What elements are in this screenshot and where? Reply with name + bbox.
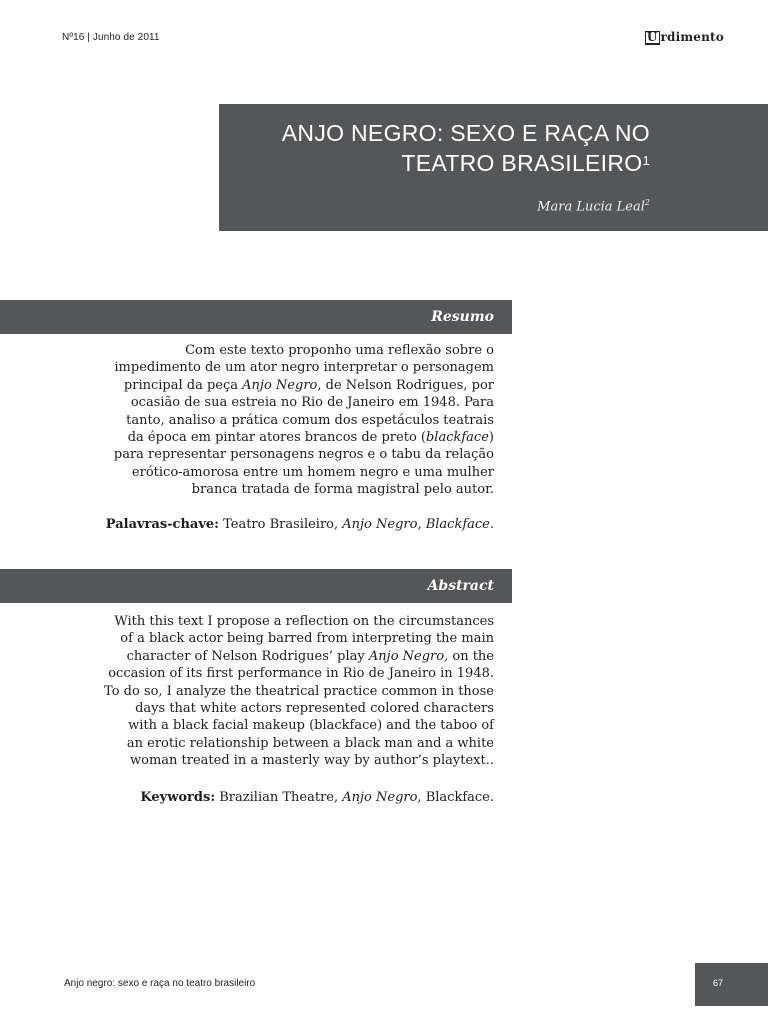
article-title-line-1: ANJO NEGRO: SEXO E RAÇA NO: [281, 120, 650, 146]
abstract-keywords-label: Keywords:: [140, 790, 216, 805]
resumo-keywords-text: Teatro Brasileiro,: [218, 517, 343, 532]
author-name: [239, 198, 650, 214]
text-line: erótico-amorosa entre um homem negro e uma mulher: [131, 464, 494, 480]
text-line: para representar personagens negros e o tabu da relação: [113, 447, 494, 463]
abstract-heading: Abstract: [0, 569, 512, 603]
resumo-heading: Resumo: [0, 300, 512, 334]
journal-logo: [645, 30, 724, 45]
page-number: 67: [713, 978, 724, 988]
author-footnote-marker: 2: [644, 198, 650, 207]
resumo-text: [86, 342, 494, 499]
abstract-keywords-italic: Anjo Negro,: [342, 790, 422, 805]
journal-logo-initial: U: [646, 30, 658, 44]
text-line: ocasião de sua estreia no Rio de Janeiro em 1948. Para: [130, 395, 494, 411]
article-title-line-2-text: TEATRO BRASILEIRO: [401, 150, 643, 176]
text-line: branca tratada de forma magistral pelo autor.: [191, 482, 494, 498]
page-number-box: [695, 963, 768, 1006]
article-title-line-2: [239, 148, 650, 178]
issue-info: Nº16 | Junho de 2011: [62, 32, 160, 43]
text-line: an erotic relationship between a black man and a white: [126, 735, 494, 751]
italic-term: Anjo Negro: [242, 377, 318, 393]
journal-logo-text: rdimento: [660, 30, 724, 44]
title-footnote-marker: 1: [642, 153, 650, 168]
abstract-text: [86, 613, 494, 770]
text-line: With this text I propose a reflection on the circumstances: [114, 614, 494, 629]
text-line: principal da peça Anjo Negro, de Nelson Rodrigues, por: [123, 377, 494, 393]
running-title: Anjo negro: sexo e raça no teatro brasileiro: [64, 978, 256, 989]
text-line: days that white actors represented colored characters: [135, 701, 494, 717]
resumo-keywords-label: Palavras-chave:: [105, 517, 219, 532]
italic-term: blackface: [425, 430, 489, 446]
resumo-keywords: [86, 516, 494, 533]
abstract-keywords-end: Blackface.: [421, 790, 494, 805]
italic-term: Anjo Negro,: [368, 648, 449, 664]
resumo-keywords-italic: Anjo Negro, Blackface.: [342, 517, 494, 532]
text-line: of a black actor being barred from interpreting the main: [120, 631, 494, 647]
text-line: woman treated in a masterly way by author’s playtext..: [129, 753, 494, 769]
text-line: da época em pintar atores brancos de preto (blackface): [127, 430, 494, 446]
text-line: Com este texto proponho uma reflexão sobre o: [185, 343, 494, 358]
abstract-keywords: [86, 789, 494, 806]
text-line: with a black facial makeup (blackface) and the taboo of: [128, 718, 494, 734]
title-block: [219, 104, 768, 231]
text-line: impedimento de um ator negro interpretar o personagem: [114, 360, 494, 376]
text-line: tanto, analiso a prática comum dos espetáculos teatrais: [126, 412, 494, 428]
text-line: character of Nelson Rodrigues’ play Anjo Negro, on the: [126, 648, 494, 664]
text-line: occasion of its first performance in Rio de Janeiro in 1948.: [108, 666, 494, 682]
abstract-keywords-text: Brazilian Theatre,: [215, 790, 343, 805]
text-line: To do so, I analyze the theatrical practice common in those: [104, 683, 494, 699]
author-name-text: Mara Lucia Leal: [537, 199, 645, 215]
